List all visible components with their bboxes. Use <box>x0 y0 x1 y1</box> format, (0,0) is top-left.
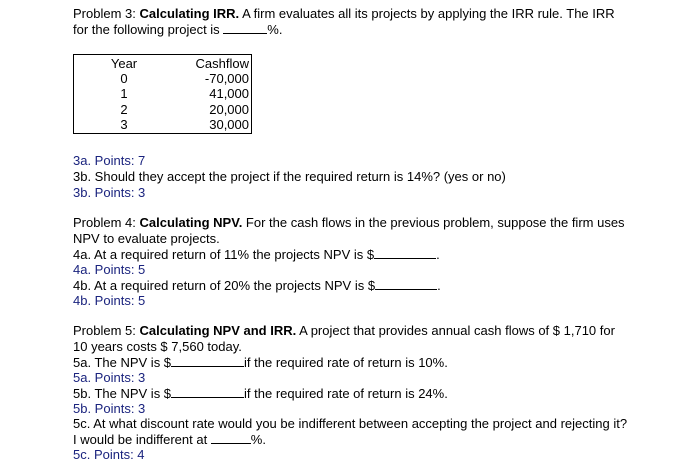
year-cell: 1 <box>120 86 128 102</box>
npv-11-answer-blank[interactable] <box>374 247 436 259</box>
points-5a: 5a. Points: 3 <box>73 370 146 385</box>
points-4b: 4b. Points: 5 <box>73 293 146 308</box>
points-5c: 5c. Points: 4 <box>73 447 145 462</box>
year-cell: 3 <box>120 116 128 132</box>
header-year: Year <box>110 56 138 72</box>
question-3b: 3b. Should they accept the project if the required return is 14%? (yes or no) <box>73 169 506 184</box>
problem-3-title: Calculating IRR. <box>139 6 240 21</box>
table-header-row <box>74 55 252 72</box>
npv-20-answer-blank[interactable] <box>375 278 437 290</box>
year-cell: 0 <box>120 71 128 87</box>
table-row <box>74 86 252 101</box>
question-5c: 5c. At what discount rate would you be indifferent between accepting the project and rejecting it? I would be indifferent at %. <box>73 416 628 447</box>
question-4a: 4a. At a required return of 11% the projects NPV is $ . <box>73 247 440 262</box>
points-3a: 3a. Points: 7 <box>73 153 146 168</box>
points-3b: 3b. Points: 3 <box>73 185 146 200</box>
problem-5-title: Calculating NPV and IRR. <box>139 323 297 338</box>
cashflow-table <box>73 54 252 134</box>
problem-4-title: Calculating NPV. <box>139 215 243 230</box>
cashflow-cell: 20,000 <box>174 102 252 117</box>
points-5b: 5b. Points: 3 <box>73 401 146 416</box>
table-row <box>74 102 252 117</box>
points-4a: 4a. Points: 5 <box>73 262 146 277</box>
problem-4-statement: Problem 4: Calculating NPV. For the cash flows in the previous problem, suppose the firm uses NPV to evaluate projects. <box>73 215 625 246</box>
problem-5-statement: Problem 5: Calculating NPV and IRR. A project that provides annual cash flows of $ 1,710 for 10 years costs $ 7,560 today. <box>73 323 615 354</box>
table-row <box>74 71 252 86</box>
cashflow-cell: 30,000 <box>174 117 252 134</box>
question-5b: 5b. The NPV is $ if the required rate of return is 24%. <box>73 386 448 401</box>
question-5a: 5a. The NPV is $ if the required rate of return is 10%. <box>73 355 448 370</box>
year-cell: 2 <box>120 101 128 117</box>
question-4b: 4b. At a required return of 20% the projects NPV is $ . <box>73 278 441 293</box>
irr-answer-blank[interactable] <box>223 22 267 34</box>
table-row <box>74 117 252 134</box>
cashflow-cell: 41,000 <box>174 86 252 101</box>
header-cashflow: Cashflow <box>174 55 252 72</box>
indifferent-rate-answer-blank[interactable] <box>211 432 251 444</box>
npv-24-answer-blank[interactable] <box>171 386 244 398</box>
cashflow-cell: -70,000 <box>174 71 252 86</box>
npv-10-answer-blank[interactable] <box>171 355 244 367</box>
problem-3-statement: Problem 3: Calculating IRR. A firm evaluates all its projects by applying the IRR rule. The IRR for the following project is %. <box>73 6 615 37</box>
